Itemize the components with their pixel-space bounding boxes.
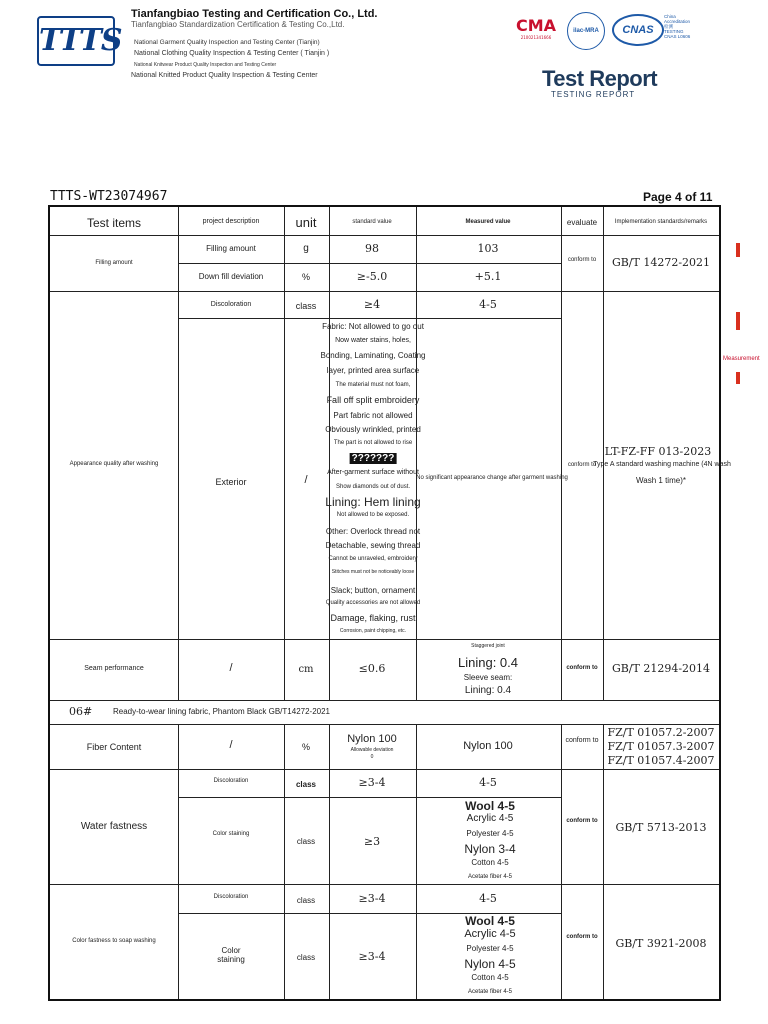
water-item: Water fastness bbox=[80, 821, 148, 832]
cnas-text-line: China bbox=[664, 14, 676, 19]
filling-unit: g bbox=[303, 243, 309, 254]
appearance-discoloration-unit: class bbox=[295, 301, 317, 311]
row-line bbox=[50, 769, 719, 770]
seam-measured-3: Lining: 0.4 bbox=[464, 685, 512, 696]
col-line bbox=[416, 207, 417, 700]
seam-standard: ≤0.6 bbox=[358, 662, 386, 675]
seam-item: Seam performance bbox=[84, 665, 144, 672]
exterior-standard-line: ??????? bbox=[351, 453, 395, 464]
seam-unit: cm bbox=[298, 664, 314, 675]
appearance-item: Appearance quality after washing bbox=[69, 461, 159, 467]
center-line: National Clothing Quality Inspection & Testing Center ( Tianjin ) bbox=[134, 50, 330, 57]
col-line bbox=[603, 724, 604, 999]
soap-item: Color fastness to soap washing bbox=[72, 938, 156, 944]
appearance-discoloration-desc: Discoloration bbox=[210, 301, 252, 308]
soap-staining-measured: Cotton 4-5 bbox=[471, 973, 509, 982]
exterior-standard-line: Fall off split embroidery bbox=[326, 395, 420, 405]
exterior-standard-line: Stitches must not be noticeably loose bbox=[331, 569, 415, 575]
soap-discoloration-standard: ≥3-4 bbox=[358, 892, 386, 905]
water-staining-standard: ≥3 bbox=[363, 835, 381, 848]
water-staining-measured: Nylon 3-4 bbox=[464, 842, 516, 856]
exterior-standard-line: Quality accessories are not allowed bbox=[325, 600, 421, 606]
fiber-standard-note: Allowable deviation bbox=[350, 747, 394, 753]
fiber-standard-ref: FZ/T 01057.3-2007 bbox=[607, 740, 715, 753]
exterior-standard-line: Not allowed to be exposed. bbox=[336, 512, 410, 518]
header-measured-value: Measured value bbox=[465, 219, 511, 225]
soap-staining-unit: class bbox=[296, 953, 316, 962]
water-evaluate: conform to bbox=[566, 818, 598, 824]
down-fill-unit: % bbox=[301, 272, 311, 282]
exterior-standard-line: Detachable, sewing thread bbox=[325, 541, 421, 550]
cma-mark: CMA bbox=[515, 16, 557, 35]
test-results-table bbox=[48, 205, 731, 1001]
exterior-unit: / bbox=[304, 474, 308, 486]
seam-measured-2: Sleeve seam: bbox=[463, 673, 513, 682]
soap-staining-measured: Polyester 4-5 bbox=[466, 944, 514, 953]
company-name: Tianfangbiao Testing and Certification Co., Ltd. bbox=[131, 8, 378, 20]
company-name-sub: Tianfangbiao Standardization Certification & Testing Co.,Ltd. bbox=[131, 20, 345, 29]
report-subtitle: TESTING REPORT bbox=[551, 90, 636, 99]
soap-staining-desc: Color staining bbox=[217, 946, 245, 964]
filling-desc: Filling amount bbox=[206, 244, 256, 253]
water-staining-measured: Polyester 4-5 bbox=[466, 829, 514, 838]
stamp-fragment bbox=[736, 243, 740, 257]
col-line bbox=[178, 724, 179, 999]
header-standard-value: standard value bbox=[352, 219, 392, 225]
water-staining-measured: Wool 4-5 bbox=[465, 799, 515, 813]
exterior-standard-line: Cannot be unraveled, embroidery bbox=[328, 556, 418, 562]
report-title: Test Report bbox=[542, 66, 658, 91]
exterior-standard-line: Now water stains, holes, bbox=[335, 337, 411, 344]
water-staining-measured: Cotton 4-5 bbox=[471, 858, 509, 867]
fiber-standard-note-2: 0 bbox=[370, 754, 374, 760]
filling-standard-ref: GB/T 14272-2021 bbox=[611, 256, 711, 269]
water-discoloration-standard: ≥3-4 bbox=[358, 776, 386, 789]
header-evaluate: evaluate bbox=[566, 218, 598, 227]
exterior-standard-line: The part is not allowed to rise bbox=[333, 440, 413, 446]
col-line bbox=[329, 207, 330, 700]
water-discoloration-desc: Discoloration bbox=[213, 778, 249, 784]
col-line bbox=[284, 724, 285, 999]
row-line bbox=[50, 235, 719, 236]
soap-staining-measured: Nylon 4-5 bbox=[464, 957, 516, 971]
fiber-item: Fiber Content bbox=[86, 742, 142, 752]
soap-staining-measured: Acrylic 4-5 bbox=[464, 928, 516, 940]
header-test-items: Test items bbox=[86, 216, 142, 230]
col-line bbox=[178, 207, 179, 700]
exterior-standard-line: The material must not foam, bbox=[335, 382, 411, 388]
cnas-logo: CNAS bbox=[612, 14, 664, 46]
center-line: National Knitwear Product Quality Inspection and Testing Center bbox=[134, 62, 277, 68]
cnas-text-line: 检测 bbox=[664, 24, 673, 29]
fiber-unit: % bbox=[301, 742, 311, 752]
header-unit: unit bbox=[295, 215, 317, 230]
filling-item: Filling amount bbox=[95, 260, 133, 266]
water-discoloration-measured: 4-5 bbox=[479, 776, 497, 789]
down-fill-standard: ≥-5.0 bbox=[356, 270, 388, 283]
center-line: National Garment Quality Inspection and Testing Center (Tianjin) bbox=[134, 39, 320, 46]
row-line bbox=[50, 884, 719, 885]
exterior-standard-line: Damage, flaking, rust bbox=[330, 613, 416, 623]
soap-discoloration-desc: Discoloration bbox=[213, 894, 249, 900]
exterior-standard-line: Lining: Hem lining bbox=[325, 495, 421, 509]
filling-measured: 103 bbox=[477, 242, 499, 255]
appearance-discoloration-standard: ≥4 bbox=[363, 298, 381, 311]
fiber-standard-ref: FZ/T 01057.4-2007 bbox=[607, 754, 715, 767]
col-line bbox=[329, 724, 330, 999]
row-line bbox=[50, 700, 719, 701]
soap-staining-measured: Acetate fiber 4-5 bbox=[467, 989, 513, 995]
exterior-standard-line: Show diamonds out of dust. bbox=[335, 484, 411, 490]
row-line bbox=[178, 318, 561, 319]
down-fill-desc: Down fill deviation bbox=[198, 272, 264, 281]
exterior-standard-line: Obviously wrinkled, printed bbox=[325, 425, 421, 434]
fiber-evaluate: conform to bbox=[565, 737, 599, 744]
fiber-standard: Nylon 100 bbox=[347, 733, 397, 745]
header-project-description: project description bbox=[202, 218, 260, 225]
page-number: Page 4 of 11 bbox=[643, 190, 713, 204]
exterior-standard-line: Slack; button, ornament bbox=[330, 586, 416, 595]
soap-staining-standard: ≥3-4 bbox=[358, 950, 386, 963]
exterior-standard-line: layer, printed area surface bbox=[326, 366, 420, 375]
section-number: 06# bbox=[69, 705, 93, 718]
water-staining-measured: Acetate fiber 4-5 bbox=[467, 874, 513, 880]
cnas-text-line: Accreditation bbox=[664, 19, 691, 24]
seam-measured-1: Lining: 0.4 bbox=[458, 655, 518, 670]
soap-discoloration-measured: 4-5 bbox=[479, 892, 497, 905]
filling-standard: 98 bbox=[365, 242, 379, 255]
water-discoloration-unit: class bbox=[295, 780, 317, 789]
row-line bbox=[50, 639, 719, 640]
exterior-measured: No significant appearance change after garment washing bbox=[416, 475, 568, 481]
soap-staining-measured: Wool 4-5 bbox=[465, 914, 515, 928]
exterior-desc: Exterior bbox=[215, 477, 247, 487]
exterior-standard-line: Bonding, Laminating, Coating bbox=[320, 351, 426, 360]
exterior-standard-line: After-garment surface without bbox=[327, 469, 419, 476]
row-line bbox=[50, 291, 719, 292]
center-line: National Knitted Product Quality Inspection & Testing Center bbox=[131, 72, 318, 79]
exterior-standard-line: Corrosion, paint chipping, etc. bbox=[339, 628, 407, 634]
appearance-remark: Type A standard washing machine (4N wash bbox=[593, 461, 731, 468]
down-fill-measured: +5.1 bbox=[474, 270, 502, 283]
col-line bbox=[561, 724, 562, 999]
header-implementation: Implementation standards/remarks bbox=[614, 219, 708, 225]
stamp-fragment bbox=[736, 372, 740, 384]
appearance-remark-2: Wash 1 time)* bbox=[636, 476, 686, 485]
appearance-discoloration-measured: 4-5 bbox=[479, 298, 497, 311]
col-line bbox=[561, 207, 562, 700]
appearance-evaluate: conform to bbox=[567, 462, 597, 468]
row-line bbox=[178, 797, 561, 798]
water-standard-ref: GB/T 5713-2013 bbox=[615, 821, 707, 834]
col-line bbox=[284, 207, 285, 700]
stamp-fragment bbox=[736, 312, 740, 330]
water-staining-desc: Color staining bbox=[212, 831, 250, 837]
ilac-mra-logo: ilac-MRA bbox=[567, 12, 605, 50]
filling-evaluate: conform to bbox=[567, 257, 597, 263]
soap-discoloration-unit: class bbox=[296, 896, 316, 905]
report-number: TTTS-WT23074967 bbox=[50, 189, 168, 204]
cma-number: 210021341666 bbox=[520, 35, 552, 40]
seam-measured-note: Staggered joint bbox=[471, 643, 505, 649]
soap-standard-ref: GB/T 3921-2008 bbox=[615, 937, 707, 950]
fiber-standard-ref: FZ/T 01057.2-2007 bbox=[607, 726, 715, 739]
seam-desc: / bbox=[229, 662, 233, 674]
seam-evaluate: conform to bbox=[566, 665, 598, 671]
cnas-text bbox=[664, 14, 704, 39]
row-line bbox=[178, 263, 561, 264]
cma-logo bbox=[514, 16, 558, 42]
water-staining-unit: class bbox=[296, 837, 316, 846]
row-line bbox=[50, 724, 719, 725]
appearance-standard: LT-FZ-FF 013-2023 bbox=[604, 445, 712, 458]
seam-standard-ref: GB/T 21294-2014 bbox=[611, 662, 711, 675]
soap-evaluate: conform to bbox=[566, 934, 598, 940]
exterior-standard-line: Fabric: Not allowed to go out bbox=[322, 322, 424, 331]
exterior-standard-line: Other: Overlock thread not bbox=[325, 527, 421, 536]
water-staining-measured: Acrylic 4-5 bbox=[466, 813, 514, 824]
section-title: Ready-to-wear lining fabric, Phantom Black GB/T14272-2021 bbox=[113, 707, 330, 716]
company-logo: TTTS bbox=[37, 16, 115, 66]
col-line bbox=[416, 724, 417, 999]
cnas-text-line: TESTING bbox=[664, 29, 684, 34]
fiber-desc: / bbox=[229, 739, 233, 751]
cnas-text-line: CNAS L0606 bbox=[664, 34, 691, 39]
side-note: Measurement bbox=[723, 356, 760, 362]
fiber-measured: Nylon 100 bbox=[463, 740, 513, 752]
exterior-standard-line: Part fabric not allowed bbox=[333, 411, 413, 420]
